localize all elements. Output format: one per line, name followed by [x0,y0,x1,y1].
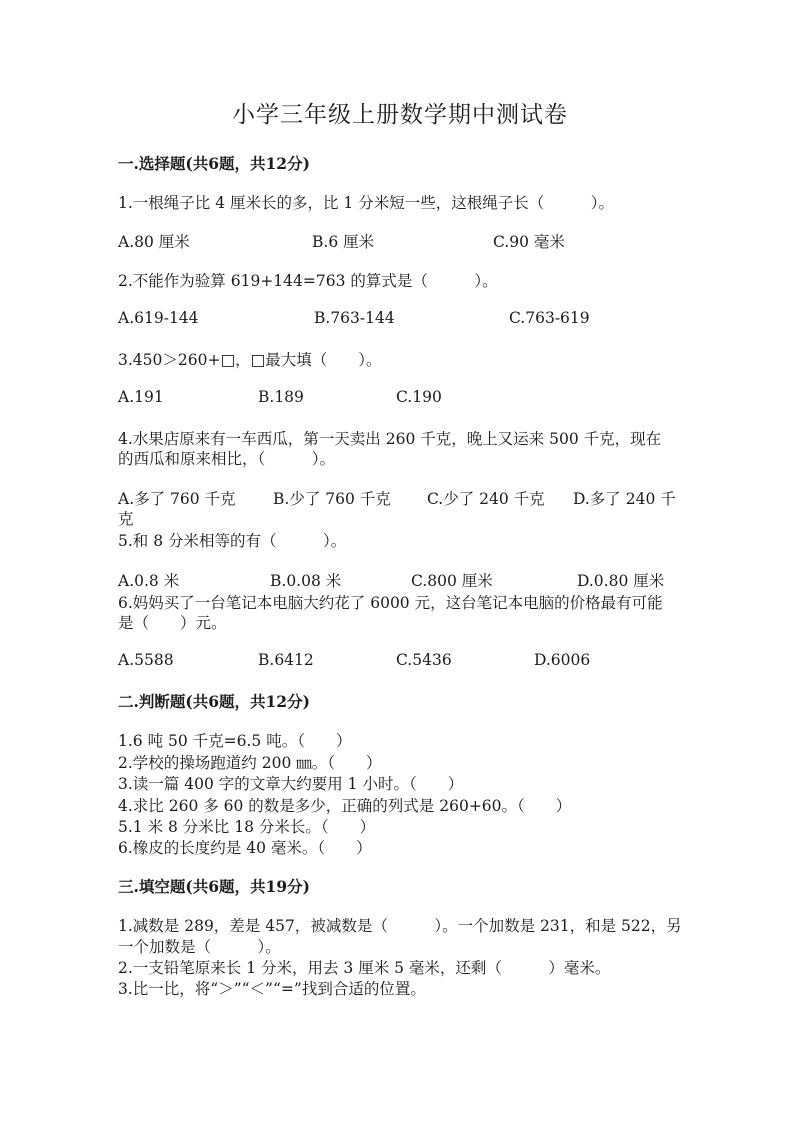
section-heading-judgment: 二.判断题(共6题，共12分) [118,692,310,711]
option: D.多了 240 千 [573,490,676,508]
judgment-item: 3.读一篇 400 字的文章大约要用 1 小时。（ ） [118,775,464,793]
judgment-item: 5.1 米 8 分米比 18 分米长。（ ） [118,818,376,836]
question-stem: 1.一根绳子比 4 厘米长的多，比 1 分米短一些，这根绳子长（ ）。 [118,194,614,212]
option: B.6412 [258,651,314,669]
option: B.少了 760 千克 [273,490,391,508]
option: A.多了 760 千克 [118,490,236,508]
page-title: 小学三年级上册数学期中测试卷 [232,102,568,128]
question-stem: 5.和 8 分米相等的有（ ）。 [118,532,347,550]
fill-blank-item: 1.减数是 289，差是 457，被减数是（ ）。一个加数是 231，和是 522，另 [118,917,682,935]
fill-blank-item: 2.一支铅笔原来长 1 分米，用去 3 厘米 5 毫米，还剩（ ）毫米。 [118,959,611,977]
option: B.6 厘米 [312,233,375,251]
question-stem: 的西瓜和原来相比，（ ）。 [118,450,336,468]
option: C.190 [396,388,442,406]
judgment-item: 2.学校的操场跑道约 200 ㎜。（ ） [118,754,382,772]
judgment-item: 6.橡皮的长度约是 40 毫米。（ ） [118,839,372,857]
option: C.5436 [396,651,452,669]
option: C.少了 240 千克 [427,490,545,508]
question-stem: 2.不能作为验算 619+144=763 的算式是（ ）。 [118,272,498,290]
option: 克 [118,510,134,528]
question-stem: 4.水果店原来有一车西瓜，第一天卖出 260 千克，晚上又运来 500 千克，现在 [118,430,662,448]
fill-blank-item: 一个加数是（ ）。 [118,938,281,956]
section-heading-fill-blank: 三.填空题(共6题，共19分) [118,877,310,896]
section-heading-choice: 一.选择题(共6题，共12分) [118,154,310,173]
option: A.191 [118,388,164,406]
judgment-item: 4.求比 260 多 60 的数是多少，正确的列式是 260+60。（ ） [118,797,572,815]
question-stem: 3.450＞260+□，□最大填（ ）。 [118,351,382,369]
option: B.0.08 米 [270,572,342,590]
option: C.90 毫米 [493,233,565,251]
option: D.6006 [534,651,591,669]
option: C.800 厘米 [411,572,493,590]
option: A.5588 [118,651,174,669]
question-stem: 是（ ）元。 [118,614,227,632]
option: A.80 厘米 [118,233,190,251]
option: B.763-144 [314,309,395,327]
option: C.763-619 [509,309,590,327]
judgment-item: 1.6 吨 50 千克=6.5 吨。（ ） [118,732,352,750]
option: A.0.8 米 [118,572,180,590]
option: D.0.80 厘米 [577,572,665,590]
fill-blank-item: 3.比一比，将“＞”“＜”“=”找到合适的位置。 [118,980,426,998]
option: A.619-144 [118,309,199,327]
option: B.189 [258,388,304,406]
question-stem: 6.妈妈买了一台笔记本电脑大约花了 6000 元，这台笔记本电脑的价格最有可能 [118,594,663,612]
